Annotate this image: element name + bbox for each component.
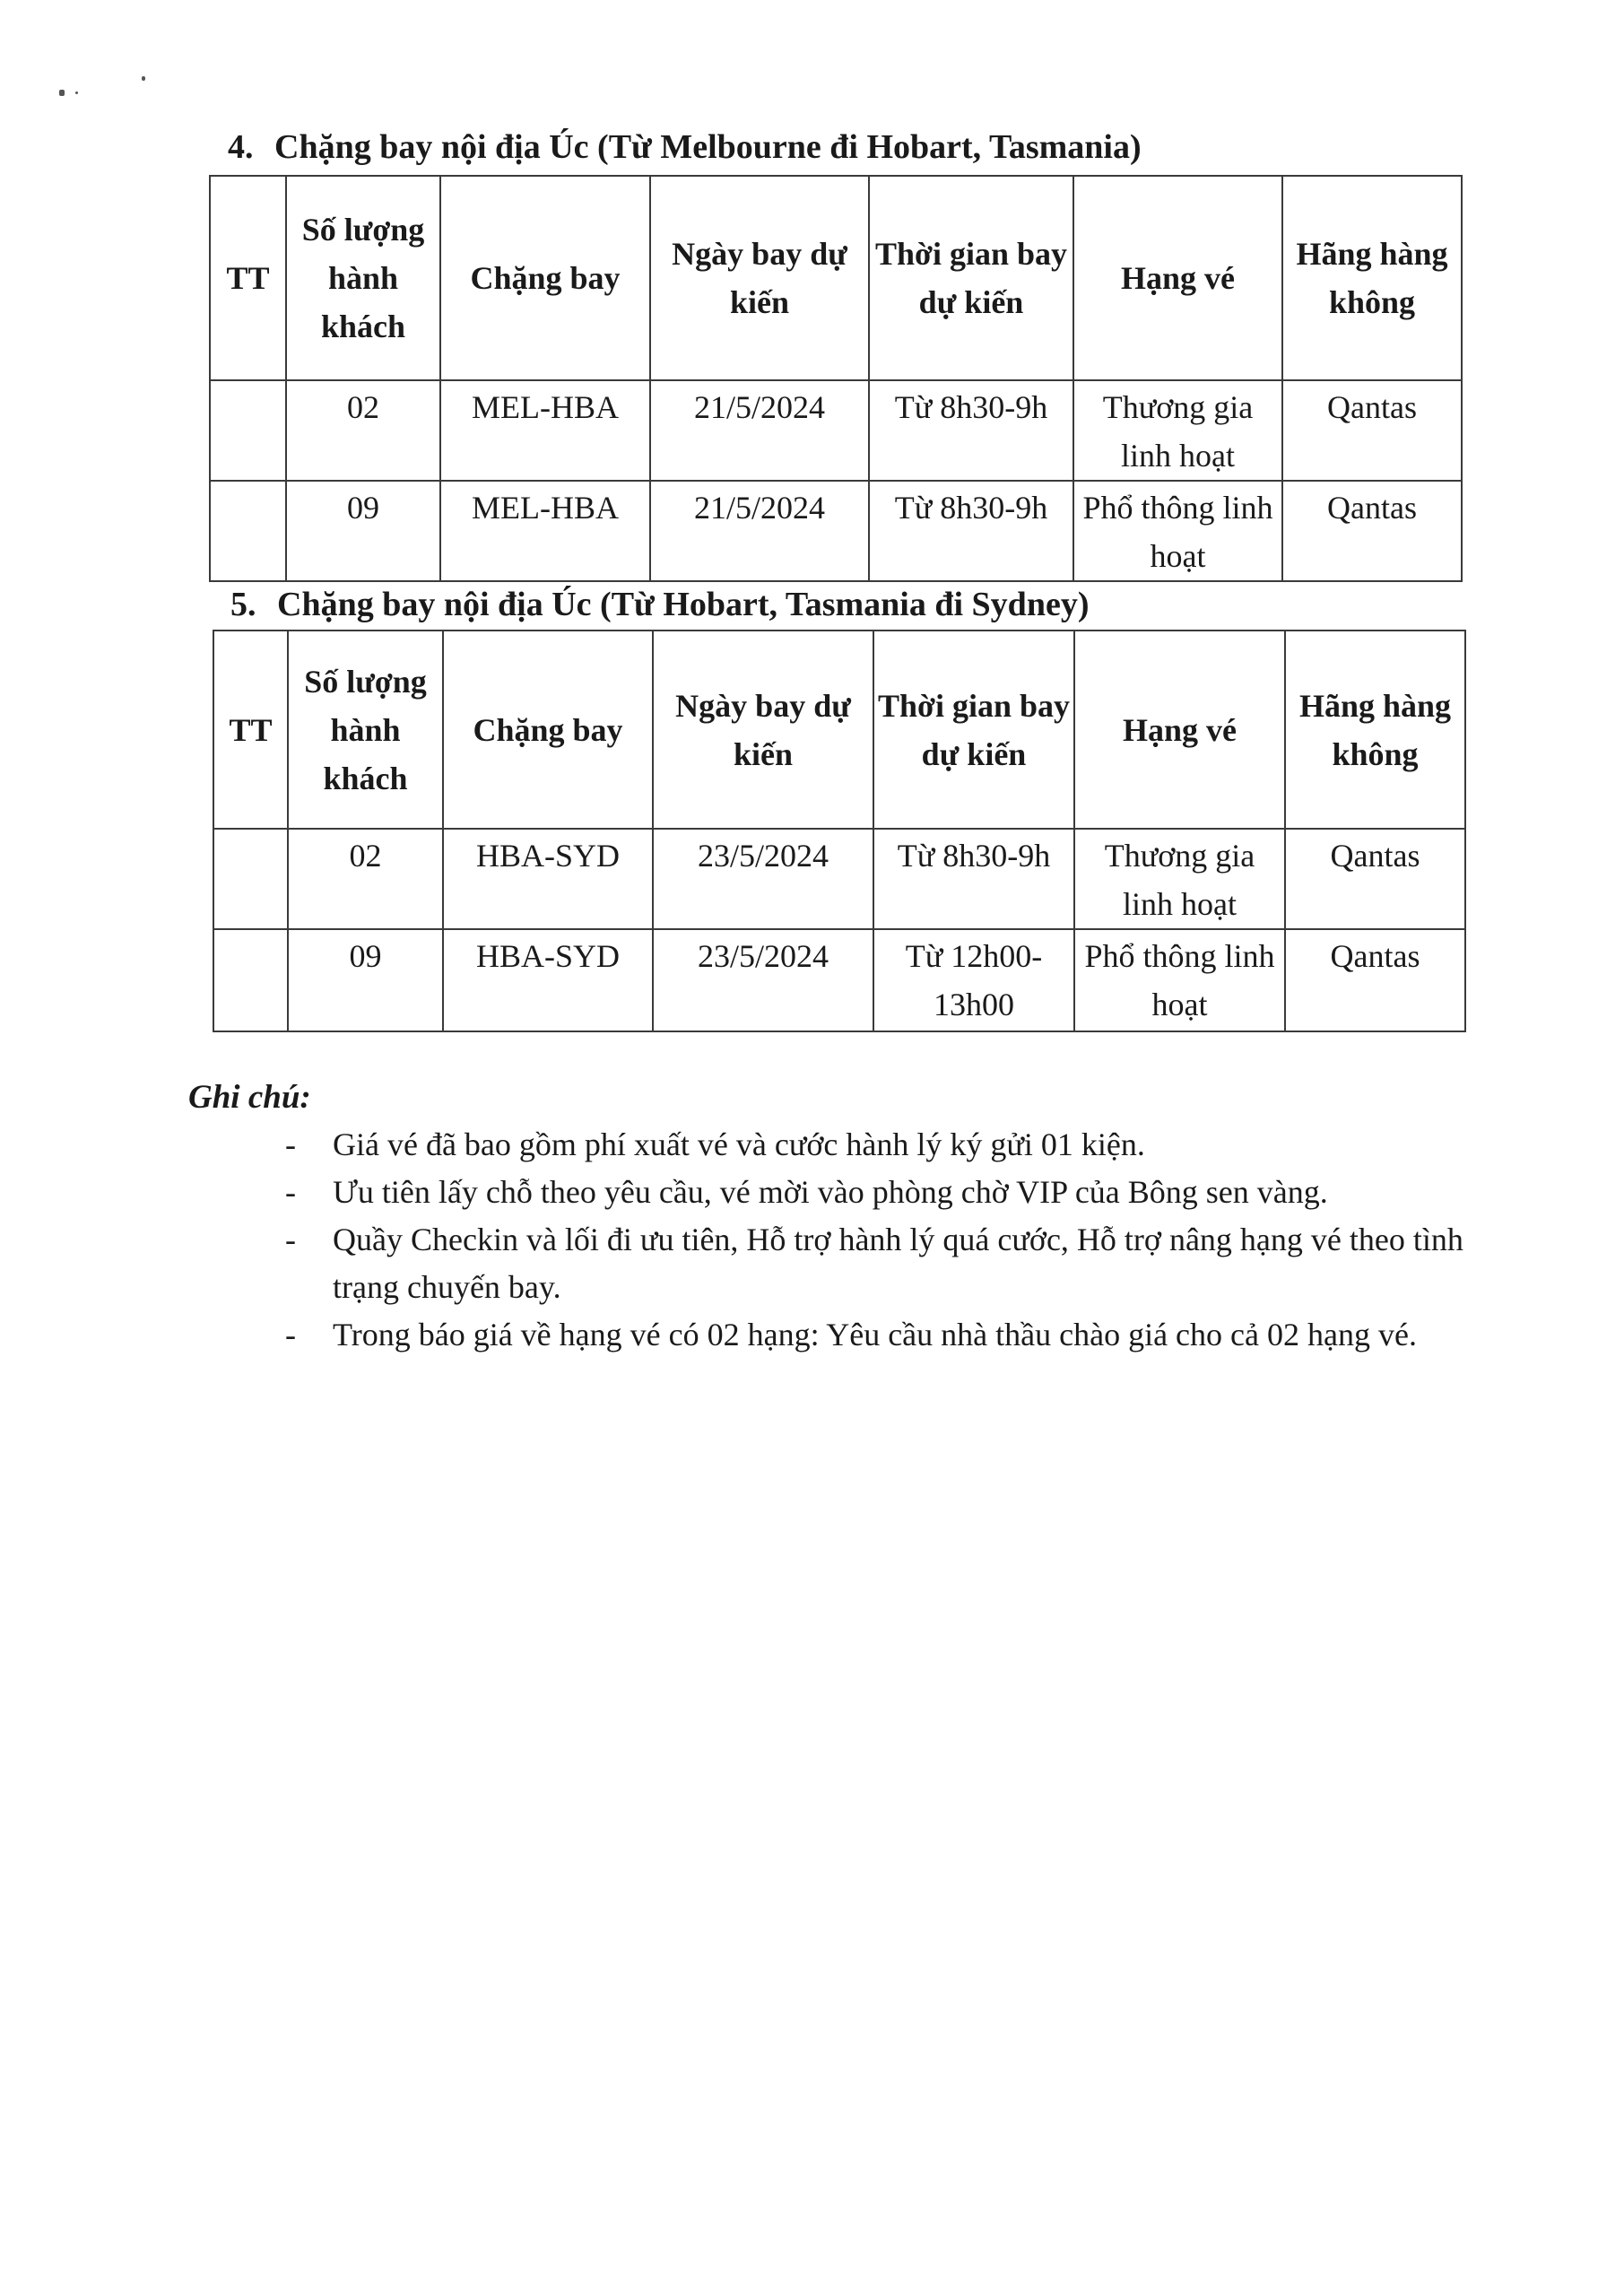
- header-cell: Hạng vé: [1073, 176, 1282, 380]
- note-item: [285, 1121, 1487, 1169]
- section-heading: [230, 587, 1089, 622]
- bullet-dash: -: [285, 1222, 296, 1257]
- passengers-cell: 09: [286, 481, 440, 581]
- header-cell: Hãng hàng không: [1282, 176, 1462, 380]
- airline-cell: Qantas: [1285, 829, 1465, 929]
- header-cell: Hạng vé: [1074, 631, 1285, 829]
- route-cell: MEL-HBA: [440, 481, 650, 581]
- bullet-dash: -: [285, 1317, 296, 1352]
- section-number: 4.: [228, 128, 254, 166]
- section-number: 5.: [230, 586, 256, 623]
- header-cell: Số lượng hành khách: [288, 631, 443, 829]
- route-cell: HBA-SYD: [443, 829, 653, 929]
- table-header-row: [210, 176, 1462, 380]
- date-cell: 23/5/2024: [653, 929, 873, 1031]
- tt-cell: [213, 829, 288, 929]
- section-title: Chặng bay nội địa Úc (Từ Hobart, Tasmania đi Sydney): [277, 586, 1090, 623]
- header-cell: TT: [213, 631, 288, 829]
- airline-cell: Qantas: [1282, 380, 1462, 481]
- passengers-cell: 02: [288, 829, 443, 929]
- route-cell: MEL-HBA: [440, 380, 650, 481]
- time-cell: Từ 8h30-9h: [869, 481, 1073, 581]
- table-row: [210, 481, 1462, 581]
- time-cell: Từ 12h00-13h00: [873, 929, 1074, 1031]
- table-row: [213, 929, 1465, 1031]
- section-title: Chặng bay nội địa Úc (Từ Melbourne đi Hobart, Tasmania): [274, 128, 1142, 166]
- class-cell: Thương gia linh hoạt: [1073, 380, 1282, 481]
- header-cell: Thời gian bay dự kiến: [869, 176, 1073, 380]
- note-item: [285, 1169, 1487, 1216]
- passengers-cell: 02: [286, 380, 440, 481]
- date-cell: 21/5/2024: [650, 481, 869, 581]
- class-cell: Thương gia linh hoạt: [1074, 829, 1285, 929]
- header-cell: Ngày bay dự kiến: [650, 176, 869, 380]
- tt-cell: [210, 481, 286, 581]
- section-heading: [228, 130, 1142, 164]
- header-cell: Chặng bay: [443, 631, 653, 829]
- notes-list: [285, 1121, 1487, 1359]
- note-item: [285, 1311, 1487, 1359]
- header-cell: Ngày bay dự kiến: [653, 631, 873, 829]
- class-cell: Phổ thông linh hoạt: [1074, 929, 1285, 1031]
- flight-table: [213, 630, 1466, 1032]
- table-row: [210, 380, 1462, 481]
- note-text: Ưu tiên lấy chỗ theo yêu cầu, vé mời vào phòng chờ VIP của Bông sen vàng.: [333, 1174, 1328, 1210]
- bullet-dash: -: [285, 1174, 296, 1210]
- bullet-dash: -: [285, 1126, 296, 1162]
- time-cell: Từ 8h30-9h: [869, 380, 1073, 481]
- header-cell: Hãng hàng không: [1285, 631, 1465, 829]
- note-text: Quầy Checkin và lối đi ưu tiên, Hỗ trợ hành lý quá cước, Hỗ trợ nâng hạng vé theo tình trạng chuyến bay.: [333, 1222, 1463, 1305]
- route-cell: HBA-SYD: [443, 929, 653, 1031]
- table-header-row: [213, 631, 1465, 829]
- header-cell: Chặng bay: [440, 176, 650, 380]
- header-cell: Số lượng hành khách: [286, 176, 440, 380]
- passengers-cell: 09: [288, 929, 443, 1031]
- time-cell: Từ 8h30-9h: [873, 829, 1074, 929]
- tt-cell: [210, 380, 286, 481]
- note-text: Giá vé đã bao gồm phí xuất vé và cước hành lý ký gửi 01 kiện.: [333, 1126, 1145, 1162]
- airline-cell: Qantas: [1282, 481, 1462, 581]
- scan-artifact: [59, 90, 65, 96]
- tt-cell: [213, 929, 288, 1031]
- airline-cell: Qantas: [1285, 929, 1465, 1031]
- class-cell: Phổ thông linh hoạt: [1073, 481, 1282, 581]
- flight-table: [209, 175, 1463, 582]
- header-cell: Thời gian bay dự kiến: [873, 631, 1074, 829]
- scan-artifact: [75, 91, 78, 94]
- note-text: Trong báo giá về hạng vé có 02 hạng: Yêu cầu nhà thầu chào giá cho cả 02 hạng vé.: [333, 1317, 1417, 1352]
- scan-artifact: [142, 76, 145, 81]
- date-cell: 21/5/2024: [650, 380, 869, 481]
- header-cell: TT: [210, 176, 286, 380]
- notes-title: Ghi chú:: [188, 1079, 311, 1116]
- note-item: [285, 1216, 1487, 1311]
- table-row: [213, 829, 1465, 929]
- date-cell: 23/5/2024: [653, 829, 873, 929]
